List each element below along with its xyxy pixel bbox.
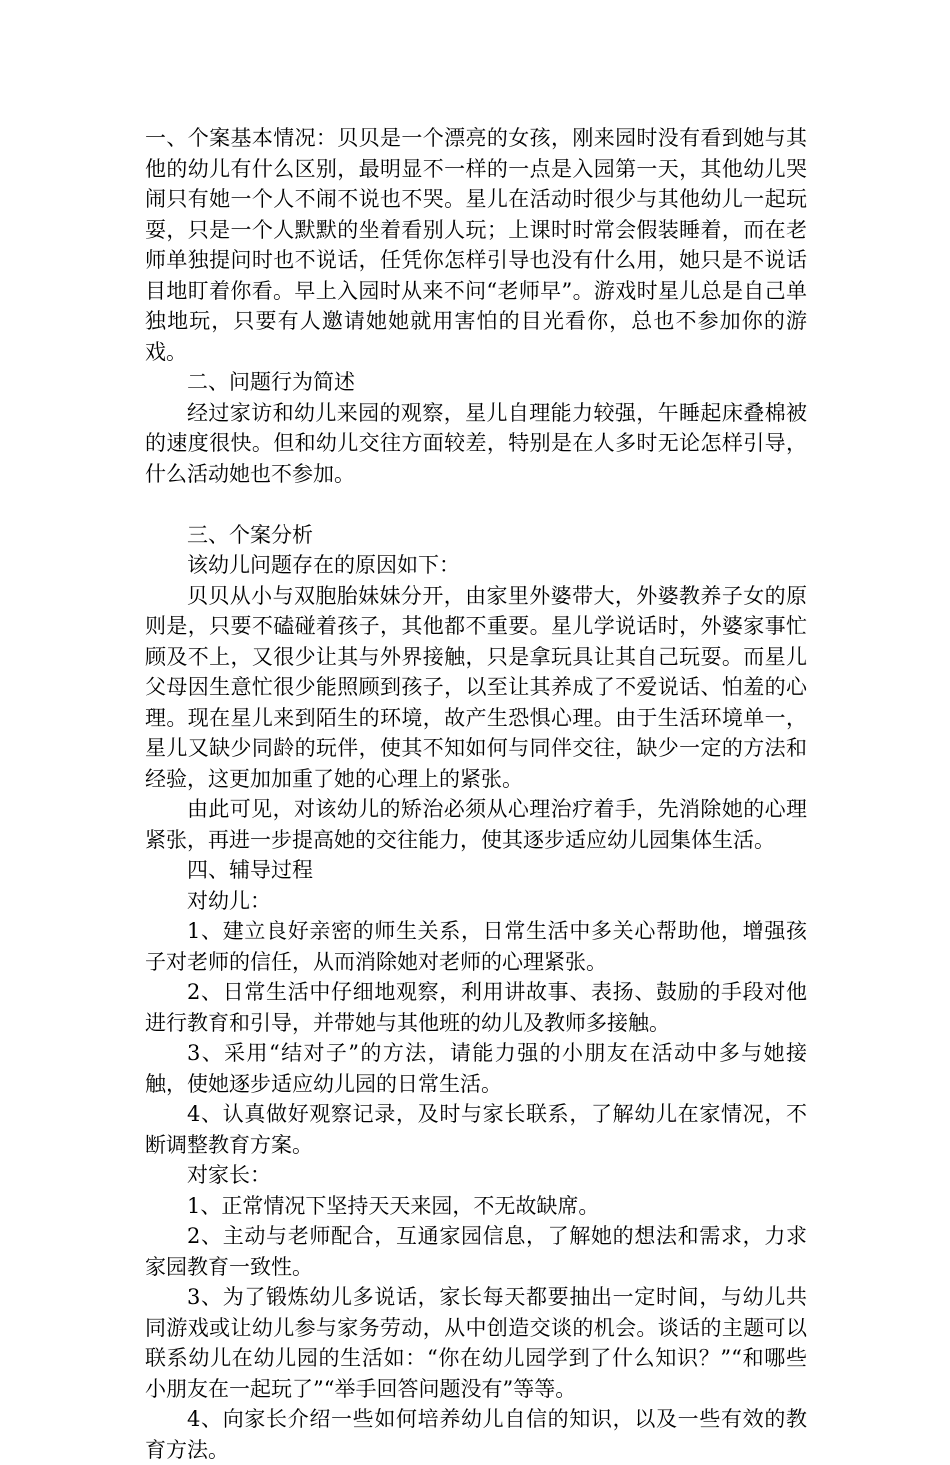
subheading-for-child: 对幼儿： xyxy=(187,888,271,913)
case-basic-info-paragraph: 一、个案基本情况：贝贝是一个漂亮的女孩，刚来园时没有看到她与其他的幼儿有什么区别，最明显不一样的一点是入园第一天，其他幼儿哭闹只有她一个人不闹不说也不哭。星儿在活动时很少与其他幼儿一起玩耍，只是一个人默默的坐着看别人玩；上课时时常会假装睡着，而在老师单独提问时也不说话，任凭你怎样引导也没有什么用，她只是不说话目地盯着你看。早上入园时从来不问“老师早”。游戏时星儿总是自己单独地玩，只要有人邀请她她就用害怕的目光看你，总也不参加你的游戏。 xyxy=(145,126,807,364)
parent-measure-1: 1、正常情况下坚持天天来园，不无故缺席。 xyxy=(187,1193,600,1218)
problem-behavior-paragraph: 经过家访和幼儿来园的观察，星儿自理能力较强，午睡起床叠棉被的速度很快。但和幼儿交往方面较差，特别是在人多时无论怎样引导，什么活动她也不参加。 xyxy=(145,400,807,486)
section-heading-problem-behavior: 二、问题行为简述 xyxy=(187,370,355,394)
subheading-for-parents: 对家长： xyxy=(187,1163,271,1187)
section-heading-guidance-process: 四、辅导过程 xyxy=(187,858,313,882)
cause-intro-paragraph: 该幼儿问题存在的原因如下： xyxy=(187,553,460,577)
parent-measure-3: 3、为了锻炼幼儿多说话，家长每天都要抽出一定时间，与幼儿共同游戏或让幼儿参与家务劳动，从中创造交谈的机会。谈话的主题可以联系幼儿在幼儿园的生活如：“你在幼儿园学到了什么知识？”“和哪些小朋友在一起玩了”“举手回答问题没有”等等。 xyxy=(145,1285,807,1401)
child-measure-3: 3、采用“结对子”的方法，请能力强的小朋友在活动中多与她接触，使她逐步适应幼儿园的日常生活。 xyxy=(145,1041,807,1096)
child-measure-1: 1、建立良好亲密的师生关系，日常生活中多关心帮助他，增强孩子对老师的信任，从而消除她对老师的心理紧张。 xyxy=(145,919,807,974)
parent-measure-4: 4、向家长介绍一些如何培养幼儿自信的知识，以及一些有效的教育方法。 xyxy=(145,1407,807,1462)
analysis-conclusion-paragraph: 由此可见，对该幼儿的矫治必须从心理治疗着手，先消除她的心理紧张，再进一步提高她的交往能力，使其逐步适应幼儿园集体生活。 xyxy=(145,797,807,852)
cause-detail-paragraph: 贝贝从小与双胞胎妹妹分开，由家里外婆带大，外婆教养子女的原则是，只要不磕碰着孩子，其他都不重要。星儿学说话时，外婆家事忙顾及不上，又很少让其与外界接触，只是拿玩具让其自己玩耍。而星儿父母因生意忙很少能照顾到孩子，以至让其养成了不爱说话、怕羞的心理。现在星儿来到陌生的环境，故产生恐惧心理。由于生活环境单一，星儿又缺少同龄的玩伴，使其不知如何与同伴交往，缺少一定的方法和经验，这更加加重了她的心理上的紧张。 xyxy=(145,583,807,791)
child-measure-4: 4、认真做好观察记录，及时与家长联系，了解幼儿在家情况，不断调整教育方案。 xyxy=(145,1102,807,1157)
document-body xyxy=(145,123,807,1465)
child-measure-2: 2、日常生活中仔细地观察，利用讲故事、表扬、鼓励的手段对他进行教育和引导，并带她与其他班的幼儿及教师多接触。 xyxy=(145,980,807,1035)
parent-measure-2: 2、主动与老师配合，互通家园信息，了解她的想法和需求，力求家园教育一致性。 xyxy=(145,1224,807,1279)
section-heading-case-analysis: 三、个案分析 xyxy=(187,522,313,547)
